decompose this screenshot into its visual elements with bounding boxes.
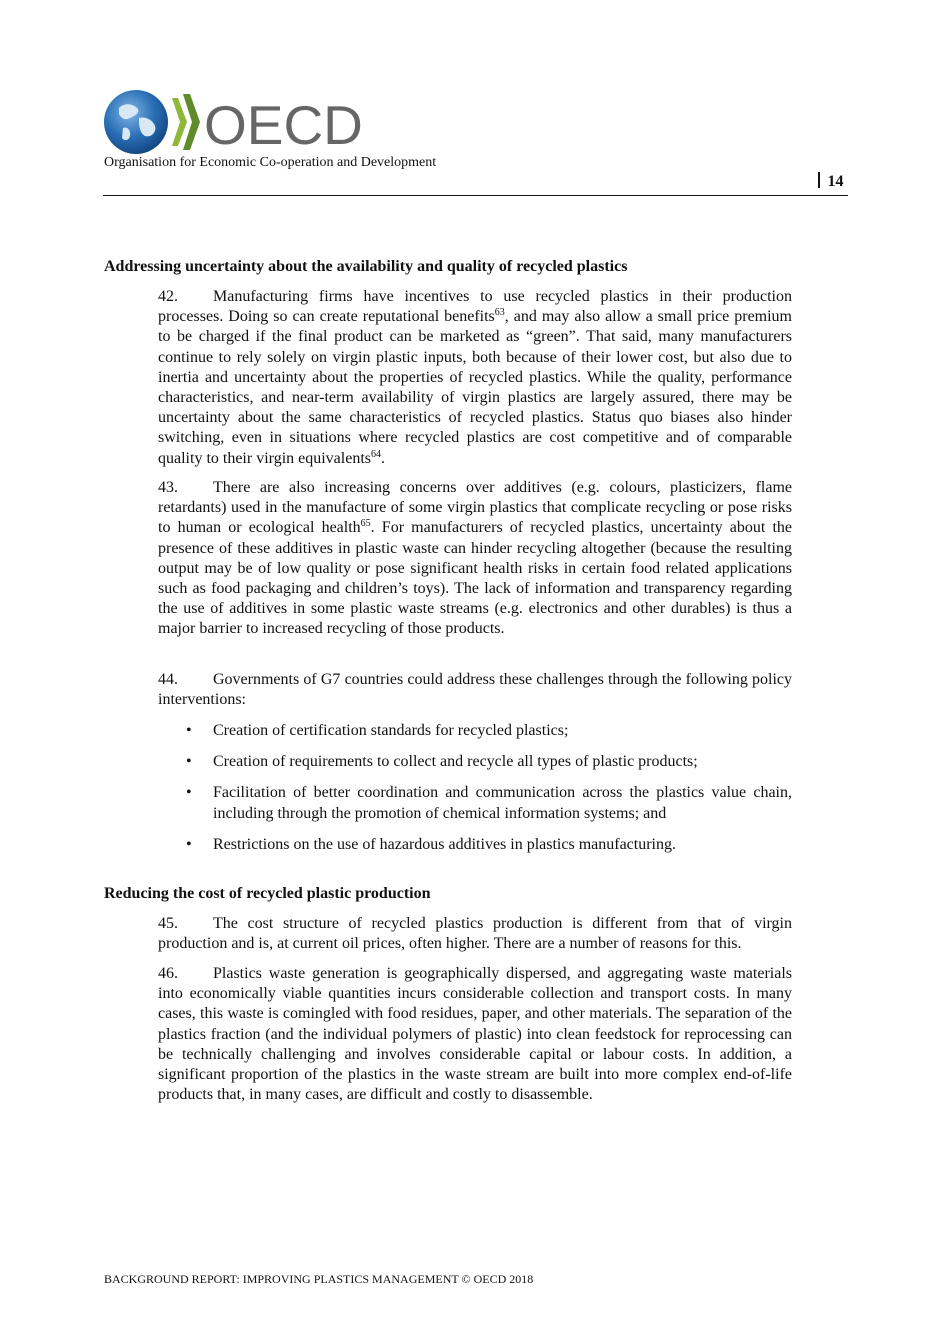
svg-text:OECD: OECD [204,94,363,156]
list-item: • Restrictions on the use of hazardous additives in plastics manufacturing. [158,835,792,855]
paragraph-number: 42. [158,288,178,305]
bullet-icon: • [186,753,192,771]
bullet-icon: • [186,722,192,739]
paragraph-number: 45. [158,915,178,932]
section-heading-uncertainty: Addressing uncertainty about the availability and quality of recycled plastics [104,258,628,275]
list-item: • Creation of requirements to collect and recycle all types of plastic products; [158,752,792,772]
bullet-icon: • [186,835,192,853]
paragraph-46: 46. Plastics waste generation is geographically dispersed, and aggregating waste materials into economically viable quantities incurs considerable collection and transport costs. In many cases, this waste is comingled with food residues, paper, and other materials. The separation of the plastics fraction (and the individual polymers of plastic) into clean feedstock for reprocessing can be technically challenging and involves considerable capital or labour costs. In addition, a significant proportion of the plastics in the waste stream are built into more complex end-of-life products that, in many cases, are difficult and costly to disassemble. [158,965,792,1104]
oecd-logo [103,88,383,156]
list-item: • Facilitation of better coordination and communication across the plastics value chain, including through the promotion of chemical information systems; and [186,784,792,822]
section-heading-cost: Reducing the cost of recycled plastic production [104,885,431,902]
page-footer: BACKGROUND REPORT: IMPROVING PLASTICS MANAGEMENT © OECD 2018 [104,1272,534,1286]
paragraph-number: 46. [158,965,178,982]
organisation-name: Organisation for Economic Co-operation and Development [104,155,437,170]
footnote-ref-64[interactable]: 64 [371,448,381,460]
paragraph-44: 44. Governments of G7 countries could address these challenges through the following policy interventions: [158,671,792,709]
bullet-icon: • [186,784,192,802]
paragraph-42: 42. Manufacturing firms have incentives to use recycled plastics in their production processes. Doing so can create reputational benefits$^{63}$, and may also allow a small price premium to be charged if the final product can be marketed as “green”. That said, many manufacturers continue to rely solely on virgin plastic inputs, both because of their lower cost, but also due to inertia and uncertainty about the properties of recycled plastics. While the quality, performance characteristics, and near-term availability of virgin plastics are largely assured, there may be uncertainty about the same characteristics of recycled plastics. Status quo biases also hinder switching, even in situations where recycled plastics are cost competitive and of comparable quality to their virgin equivalents$^{64}$. [158,288,793,467]
page-number [818,172,844,191]
header-divider [103,195,848,196]
footnote-ref-63[interactable]: 63 [494,307,505,319]
list-item: • Creation of certification standards for recycled plastics; [158,721,792,741]
page-number-value: 14 [827,173,844,190]
policy-interventions-list [158,721,792,866]
paragraph-number: 43. [158,479,178,496]
paragraph-number: 44. [158,671,178,688]
paragraph-45: 45. The cost structure of recycled plastics production is different from that of virgin production and is, at current oil prices, often higher. There are a number of reasons for this. [158,915,792,953]
footnote-ref-65[interactable]: 65 [360,518,371,530]
paragraph-43: 43. There are also increasing concerns over additives (e.g. colours, plasticizers, flame retardants) used in the manufacture of some virgin plastics that complicate recycling or pose risks to human or ecological health$^{65}$. For manufacturers of recycled plastics, uncertainty about the presence of these additives in plastic waste can hinder recycling altogether (because the resulting output may be of low quality or pose significant health risks in certain food related applications such as food packaging and children’s toys). The lack of information and transparency regarding the use of additives in some plastic waste streams (e.g. electronics and other durables) is thus a major barrier to increased recycling of those products. [158,479,792,638]
divider-bar [818,172,820,188]
globe-icon [103,88,383,156]
